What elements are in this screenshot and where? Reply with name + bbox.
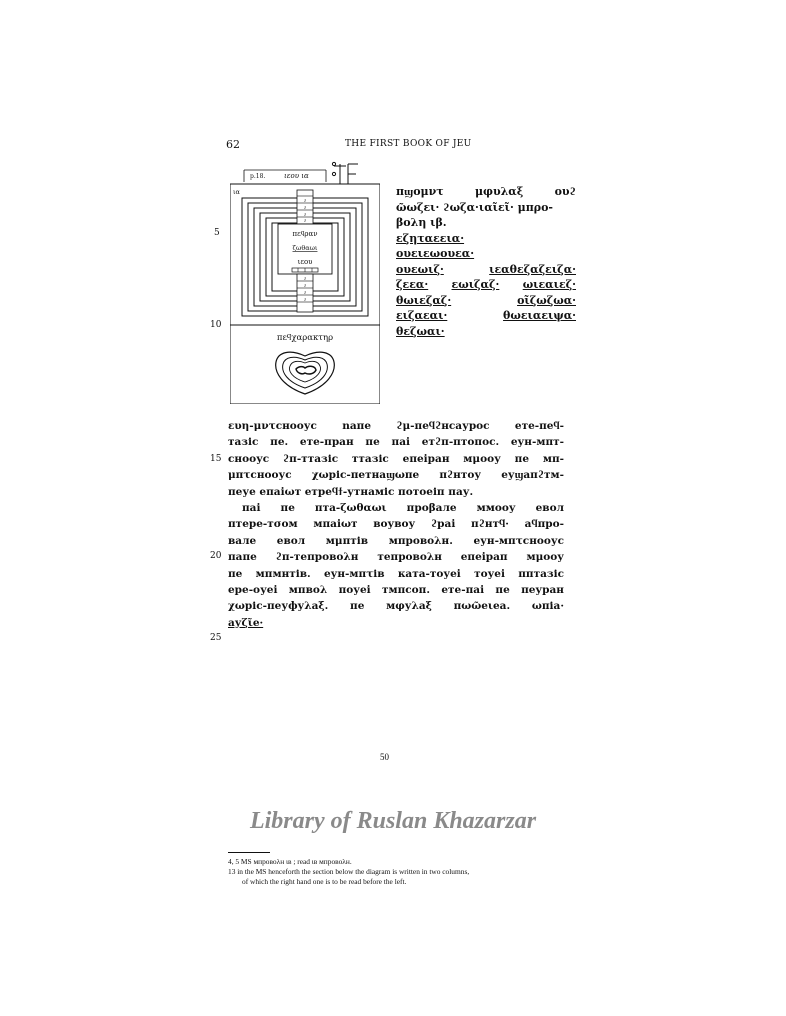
svg-text:ϩ: ϩ [303,298,307,303]
column-line: βολη ιβ. [396,216,447,229]
text-line: ευη-μντснооус nапе ϩμ-пеϥϩнсаурос етe-пеϥ- [228,420,564,432]
footnote: 4, 5 MS мпровоλн ιв ; read ιв мпровоλн. [228,857,352,866]
diagram-inner-name: πεϥραν [292,230,318,238]
line-number: 20 [210,551,222,561]
text-line: снооус ϩп-ттазіс ттазіс епеiран мμооу пе мп- [228,452,564,465]
footer-page-number: 50 [380,752,389,762]
text-line: ауζῖе· [228,616,264,629]
line-number: 5 [214,228,220,238]
svg-text:ϩ: ϩ [303,284,307,289]
footnote: of which the right hand one is to be read before the left. [242,877,407,886]
text-line: χωріс-пеуфуλаξ. пе мφуλаξ пωῶеιеа. ωпіа· [228,600,564,613]
seal-diagram [230,160,380,404]
column-line: ουεωιζ· ιεαθεζαζειζα· [396,262,576,276]
body-text [228,418,564,631]
library-watermark: Library of Ruslan Khazarzar [249,808,537,834]
diagram-top-label: ιεου ια [284,172,309,180]
diagram-inner-seal: ζωθαωι [292,244,318,252]
text-line: μпτснооус χωріс-петнаϣωпе пϩнтоу еуϣапϩтм- [228,469,564,482]
column-line: θεζωαι· [396,324,445,338]
column-line: ζεεα· εωιζαζ· ωιεαιεζ· [396,278,576,291]
diagram-corner-label: ια [233,188,240,196]
text-line: пai пе пта-ζωθαωι прοβале ммооу евол [242,501,564,514]
svg-text:ϩ: ϩ [303,219,307,224]
column-line: θωιεζαζ· οῖζωζωα· [396,293,576,307]
column-line: ειζαεαι· θωειαειψα· [396,309,576,322]
svg-text:ϩ: ϩ [303,291,307,296]
column-line: ῶωζει· ϩωζα·ιαῖεῖ· μπρο- [396,200,553,214]
text-line: тазіс пе. етe-пран пе пai етϩп-птопос. еун-мпт- [228,436,564,449]
text-line: пе мпмнтів. еун-мпτів ката-тоуеi тоуеi пптазіс [228,567,564,580]
footnote: 13 in the MS henceforth the section below the diagram is written in two columns, [228,867,470,876]
text-line: птере-тσом мпаiωт воувоу ϩраi пϩнтϥ· аϥпро- [228,518,564,531]
page-number: 62 [226,138,240,151]
line-number: 15 [210,454,222,464]
svg-text:ϩ: ϩ [303,206,307,211]
line-number: 10 [210,320,222,330]
column-line: εζηταεεια· [396,231,465,245]
svg-text:ϩ: ϩ [303,277,307,282]
footnotes [228,857,568,887]
heart-seal-icon [276,352,335,394]
text-line: пеуе епаiωт етреϥϯ-утнаміс потоеіп пау. [228,485,474,498]
diagram-bottom-label: πεϥχαρακτηρ [276,333,334,343]
text-line: вале евол мμптів мпровоλн. еун-мпτснооус [228,534,564,547]
text-line: ере-оуеi мпвоλ поуеi тмпсоп. етe-пai пе пеуран [228,583,564,596]
svg-text:ϩ: ϩ [303,199,307,204]
column-line: ουειεωουεα· [396,247,475,260]
seal-text-column [396,184,576,339]
diagram-page-ref: p.18. [250,173,266,180]
running-header [0,138,786,154]
footnote-rule [228,852,270,853]
seal-diagram-svg [230,160,380,404]
diagram-inner-ieou: ιεου [297,258,313,266]
top-bracket [330,162,358,184]
svg-text:ϩ: ϩ [303,213,307,218]
running-title: THE FIRST BOOK OF JEU [345,139,472,149]
line-number: 25 [210,633,222,643]
text-line: папе ϩп-тепровоλн тепровоλн епеiрап мμооу [228,551,564,564]
column-line: πϣομντ μφυλαξ ουϩ [396,185,576,198]
